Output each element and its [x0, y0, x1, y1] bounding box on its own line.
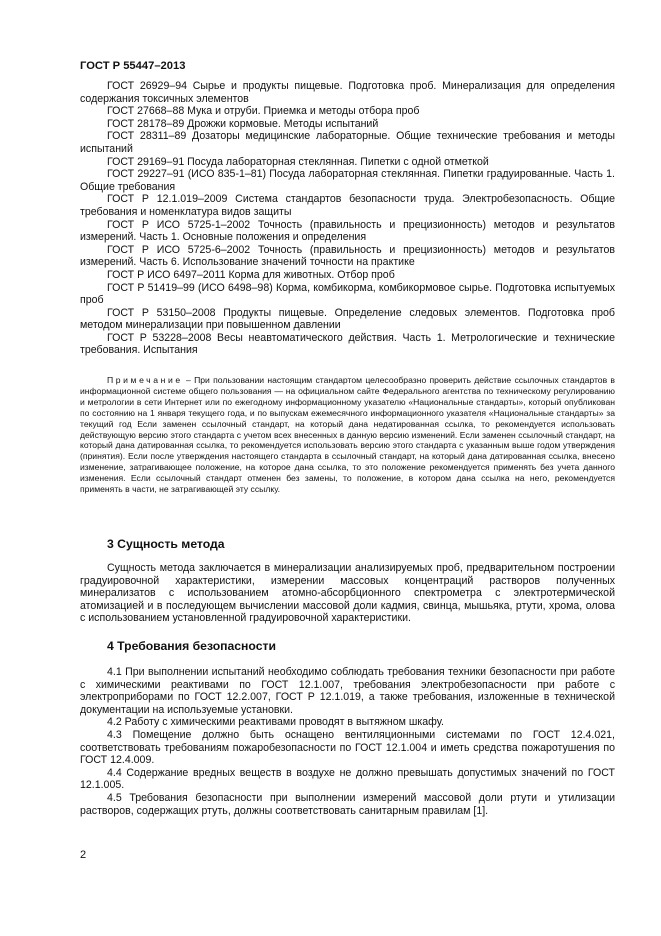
- section-4-item: 4.5 Требования безопасности при выполнении измерений массовой доли ртути и утилизации растворов, содержащих ртуть, должны соответствовать санитарным правилам [1].: [80, 791, 615, 817]
- note-label: Примечание: [107, 375, 183, 385]
- reference-item: ГОСТ Р ИСО 6497–2011 Корма для животных. Отбор проб: [107, 268, 395, 281]
- section-4-heading: 4 Требования безопасности: [107, 639, 276, 653]
- document-code-header: ГОСТ Р 55447–2013: [80, 60, 186, 72]
- section-3-paragraph: Сущность метода заключается в минерализации анализируемых проб, предварительном построении градуировочной характеристики, измерении массовых концентраций растворов полученных минерализатов с использованием атомно-абсорбционного спектрометра с электротермической атомизацией и в последующем вычислении массовой доли кадмия, свинца, мышьяка, ртути, хрома, олова с использованием установленной градуировочной характеристики.: [80, 562, 615, 625]
- reference-item: ГОСТ 28311–89 Дозаторы медицинские лабораторные. Общие технические требования и методы испытаний: [80, 130, 615, 155]
- section-3-heading: 3 Сущность метода: [107, 537, 225, 551]
- note-block: [80, 375, 615, 495]
- section-4-item: 4.4 Содержание вредных веществ в воздухе не должно превышать допустимых значений по ГОСТ 12.1.005.: [80, 766, 615, 792]
- section-4-item: 4.3 Помещение должно быть оснащено вентиляционными системами по ГОСТ 12.4.021, соответствовать требованиям пожаробезопасности по ГОСТ 12.1.004 и иметь средства пожаротушения по ГОСТ 12.4.009.: [80, 728, 615, 767]
- reference-item: ГОСТ Р 53150–2008 Продукты пищевые. Определение следовых элементов. Подготовка проб методом минерализации при повышенном давлении: [80, 306, 615, 332]
- normative-references-list: [80, 80, 615, 357]
- section-4-body: [80, 666, 615, 817]
- reference-item: ГОСТ Р 12.1.019–2009 Система стандартов безопасности труда. Электробезопасность. Общие требования и номенклатура видов защиты: [80, 193, 615, 218]
- reference-item: ГОСТ Р ИСО 5725-1–2002 Точность (правильность и прецизионность) методов и результатов измерений. Часть 1. Основные положения и определения: [80, 218, 615, 244]
- reference-item: ГОСТ 27668–88 Мука и отруби. Приемка и методы отбора проб: [107, 105, 420, 118]
- reference-item: ГОСТ Р ИСО 5725-6–2002 Точность (правильность и прецизионность) методов и результатов измерений. Часть 6. Использование значений точности на практике: [80, 243, 615, 269]
- section-4-item: 4.1 При выполнении испытаний необходимо соблюдать требования техники безопасности при работе с химическими реактивами по ГОСТ 12.1.007, требования электробезопасности при работе с электроприборами по ГОСТ 12.2.007, ГОСТ Р 12.1.019, а также требования, изложенные в технической документации на используемые установки.: [80, 666, 615, 716]
- section-4-item: 4.2 Работу с химическими реактивами проводят в вытяжном шкафу.: [107, 716, 444, 729]
- reference-item: ГОСТ 26929–94 Сырье и продукты пищевые. Подготовка проб. Минерализация для определения содержания токсичных элементов: [80, 80, 615, 105]
- note-paragraph: [80, 375, 615, 495]
- reference-item: ГОСТ Р 53228–2008 Весы неавтоматического действия. Часть 1. Метрологические и технические требования. Испытания: [80, 331, 615, 357]
- page-number: 2: [80, 849, 87, 861]
- reference-item: ГОСТ 29169–91 Посуда лабораторная стеклянная. Пипетки с одной отметкой: [107, 155, 489, 168]
- section-3-body: [80, 562, 615, 625]
- note-text: – При пользовании настоящим стандартом целесообразно проверить действие ссылочных стандартов в информационной системе общего пользования — на официальном сайте Федерального агентства по техническому регулированию и метрологии в сети Интернет или по ежегодному информационному указателю «Национальные стандарты», который опубликован по состоянию на 1 января текущего года, и по выпускам ежемесячного информационного указателя «Национальные стандарты» за текущий год Если заменен ссылочный стандарт, на который дана недатированная ссылка, то рекомендуется использовать действующую версию этого стандарта с учетом всех внесенных в данную версию изменений. Если заменен ссылочный стандарт, на который дана датированная ссылка, то рекомендуется использовать версию этого стандарта с указанным выше годом утверждения (принятия). Если после утверждения настоящего стандарта в ссылочный стандарт, на который дана датированная ссылка, внесено изменение, затрагивающее положение, на которое дана ссылка, то это положение рекомендуется применять без учета данного изменения. Если ссылочный стандарт отменен без замены, то положение, в котором дана ссылка на него, рекомендуется применять в части, не затрагивающей эту ссылку.: [80, 375, 615, 495]
- reference-item: ГОСТ 29227–91 (ИСО 835-1–81) Посуда лабораторная стеклянная. Пипетки градуированные. Часть 1. Общие требования: [80, 168, 615, 193]
- reference-item: ГОСТ 28178–89 Дрожжи кормовые. Методы испытаний: [107, 117, 379, 130]
- reference-item: ГОСТ Р 51419–99 (ИСО 6498–98) Корма, комбикорма, комбикормовое сырье. Подготовка испытуемых проб: [80, 281, 615, 307]
